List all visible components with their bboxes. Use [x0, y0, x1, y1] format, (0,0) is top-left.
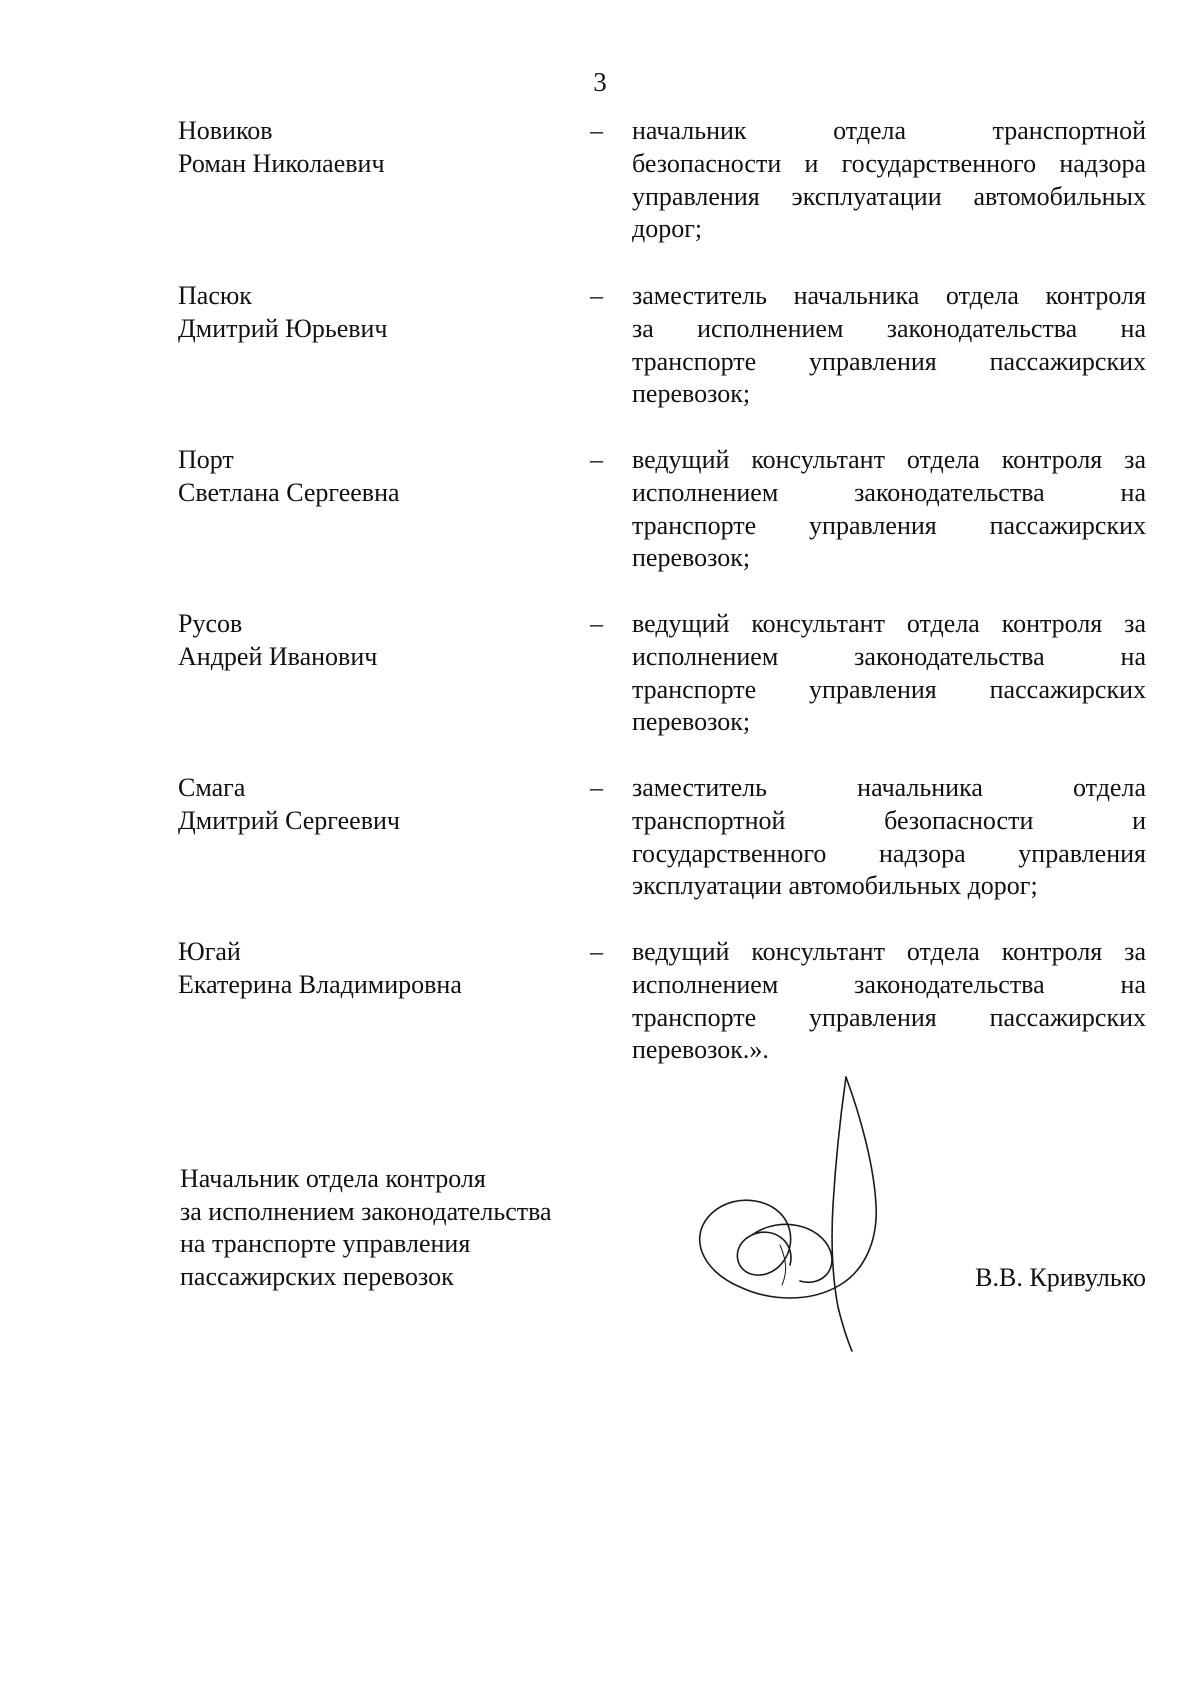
position-line: транспорте управления пассажирских: [632, 674, 1146, 704]
position-line: государственного надзора управления: [632, 838, 1146, 868]
position-line: эксплуатации автомобильных дорог;: [632, 871, 1038, 901]
member-given-names: Андрей Иванович: [178, 641, 378, 671]
position-line: исполнением законодательства на: [632, 969, 1146, 999]
position-line: исполнением законодательства на: [632, 477, 1146, 507]
position-line: исполнением законодательства на: [632, 641, 1146, 671]
position-line: транспорте управления пассажирских: [632, 346, 1146, 376]
member-position: [632, 444, 1146, 575]
position-line: перевозок.».: [632, 1035, 769, 1065]
position-line: транспорте управления пассажирских: [632, 1002, 1146, 1032]
position-line: начальник отдела транспортной: [632, 116, 1146, 145]
member-position: [632, 772, 1146, 903]
position-line: за исполнением законодательства на: [632, 313, 1146, 343]
handwritten-signature: [660, 1075, 920, 1355]
position-line: перевозок;: [632, 707, 751, 737]
position-line: ведущий консультант отдела контроля за: [632, 609, 1146, 638]
position-line: перевозок;: [632, 543, 751, 573]
position-line: ведущий консультант отдела контроля за: [632, 445, 1146, 474]
dash-separator: –: [590, 937, 603, 966]
position-line: транспортной безопасности и: [632, 805, 1146, 835]
signatory-title-line: за исполнением законодательства: [180, 1196, 552, 1226]
member-surname: Порт: [178, 445, 234, 474]
dash-separator: –: [590, 281, 603, 310]
position-line: заместитель начальника отдела: [632, 773, 1146, 802]
position-line: заместитель начальника отдела контроля: [632, 281, 1146, 310]
signatory-title-line: пассажирских перевозок: [180, 1261, 454, 1291]
member-name: [178, 115, 578, 181]
member-given-names: Роман Николаевич: [178, 148, 385, 178]
position-line: ведущий консультант отдела контроля за: [632, 937, 1146, 966]
member-name: [178, 608, 578, 674]
position-line: безопасности и государственного надзора: [632, 148, 1146, 178]
member-given-names: Светлана Сергеевна: [178, 477, 400, 507]
member-name: [178, 936, 578, 1002]
member-surname: Пасюк: [178, 281, 252, 310]
member-surname: Югай: [178, 937, 241, 966]
member-surname: Смага: [178, 773, 246, 802]
position-line: дорог;: [632, 214, 703, 244]
member-name: [178, 280, 578, 346]
signatory-title-line: на транспорте управления: [180, 1229, 471, 1258]
position-line: транспорте управления пассажирских: [632, 510, 1146, 540]
member-position: [632, 115, 1146, 246]
dash-separator: –: [590, 609, 603, 638]
member-given-names: Екатерина Владимировна: [178, 969, 462, 999]
member-position: [632, 936, 1146, 1067]
member-position: [632, 608, 1146, 739]
member-position: [632, 280, 1146, 411]
dash-separator: –: [590, 445, 603, 474]
member-name: [178, 444, 578, 510]
dash-separator: –: [590, 116, 603, 145]
member-given-names: Дмитрий Юрьевич: [178, 313, 388, 343]
position-line: перевозок;: [632, 379, 751, 409]
signer-name: В.В. Кривулько: [975, 1263, 1146, 1292]
member-name: [178, 772, 578, 838]
signatory-title-line: Начальник отдела контроля: [180, 1164, 486, 1193]
dash-separator: –: [590, 773, 603, 802]
member-given-names: Дмитрий Сергеевич: [178, 805, 400, 835]
signatory-title: [180, 1163, 620, 1293]
position-line: управления эксплуатации автомобильных: [632, 181, 1146, 211]
member-surname: Русов: [178, 609, 243, 638]
page-number: 3: [593, 67, 607, 97]
member-surname: Новиков: [178, 116, 273, 145]
